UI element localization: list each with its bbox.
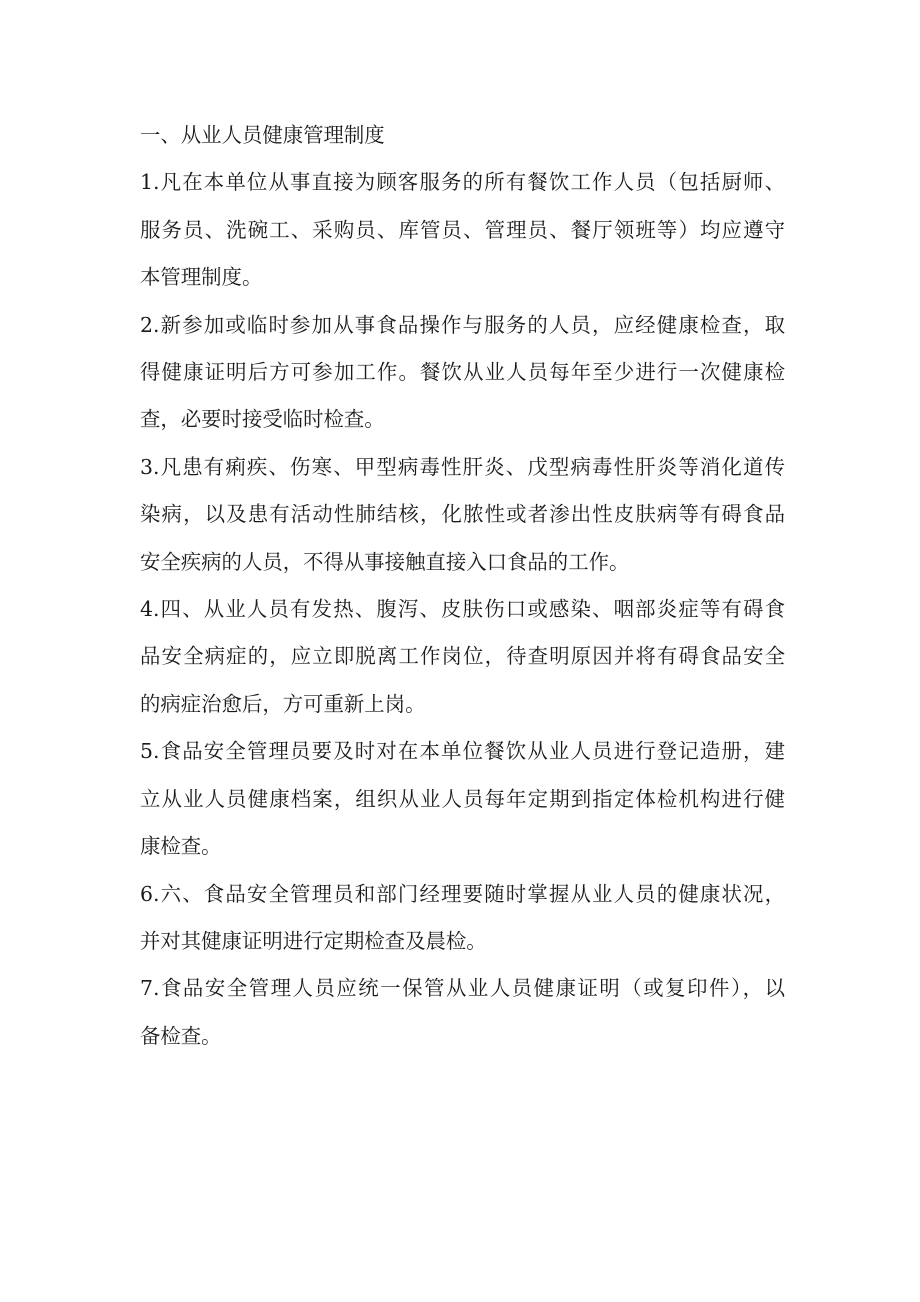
text-line: 3.凡患有痢疾、伤寒、甲型病毒性肝炎、戊型病毒性肝炎等消化道传: [140, 454, 785, 479]
text-line: 4.四、从业人员有发热、腹泻、皮肤伤口或感染、咽部炎症等有碍食: [140, 597, 785, 622]
text-line: 品安全病症的，应立即脱离工作岗位，待查明原因并将有碍食品安全: [140, 644, 785, 669]
paragraph-3: [140, 444, 785, 586]
text-line: 5.食品安全管理员要及时对在本单位餐饮从业人员进行登记造册，建: [140, 739, 785, 764]
paragraph-5: [140, 728, 785, 870]
text-line: 染病，以及患有活动性肺结核，化脓性或者渗出性皮肤病等有碍食品: [140, 502, 785, 527]
text-line: 本管理制度。: [140, 265, 263, 290]
text-line: 查，必要时接受临时检查。: [140, 407, 385, 432]
paragraph-2: [140, 302, 785, 444]
paragraph-1: [140, 159, 785, 301]
text-line: 安全疾病的人员，不得从事接触直接入口食品的工作。: [140, 549, 630, 574]
text-line: 并对其健康证明进行定期检查及晨检。: [140, 928, 487, 953]
document-body: [140, 112, 785, 1060]
text-line: 6.六、食品安全管理员和部门经理要随时掌握从业人员的健康状况，: [140, 881, 785, 906]
text-line: 7.食品安全管理人员应统一保管从业人员健康证明（或复印件），以: [140, 976, 785, 1001]
text-line: 备检查。: [140, 1023, 222, 1048]
text-line: 2.新参加或临时参加从事食品操作与服务的人员，应经健康检查，取: [140, 312, 785, 337]
text-line: 服务员、洗碗工、采购员、库管员、管理员、餐厅领班等）均应遵守: [140, 217, 785, 242]
paragraph-6: [140, 871, 785, 966]
paragraph-4: [140, 586, 785, 728]
section-heading: 一、从业人员健康管理制度: [140, 123, 385, 147]
text-line: 立从业人员健康档案，组织从业人员每年定期到指定体检机构进行健: [140, 786, 785, 811]
text-line: 康检查。: [140, 834, 222, 859]
text-line: 得健康证明后方可参加工作。餐饮从业人员每年至少进行一次健康检: [140, 360, 785, 385]
text-line: 1.凡在本单位从事直接为顾客服务的所有餐饮工作人员（包括厨师、: [140, 170, 785, 195]
paragraph-7: [140, 965, 785, 1060]
text-line: 的病症治愈后，方可重新上岗。: [140, 691, 426, 716]
